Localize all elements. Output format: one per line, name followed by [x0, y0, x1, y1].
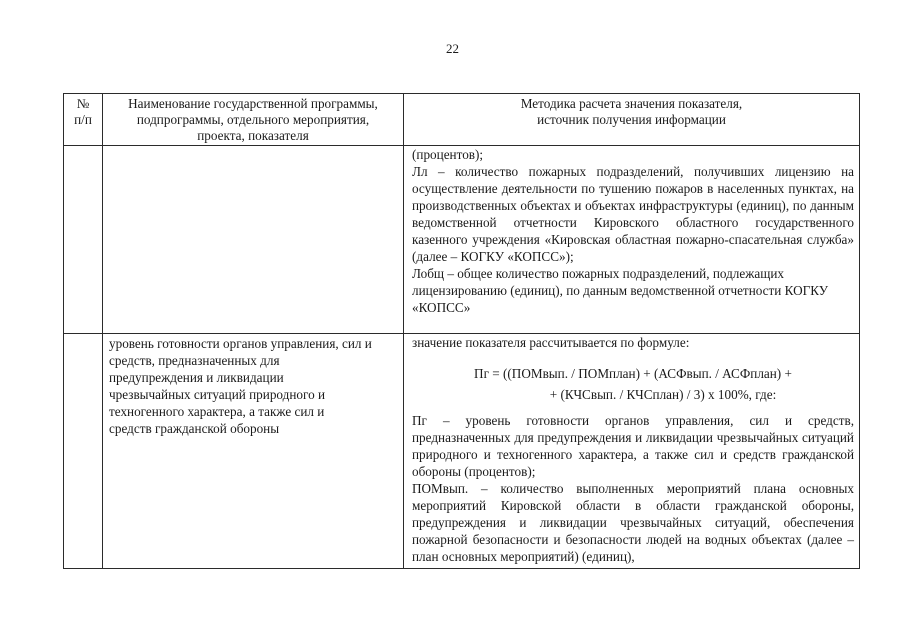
row1-method-p2: Лл – количество пожарных подразделений, получивших лицензию на осуществление деятельности по тушению пожаров в населенных пунктах, на производственных объектах и объектах инфраструктуры (единиц), по данным ведомственной отчетности Кировского областного государственного казенного учреждения «Кировская областная пожарно-спасательная служба» (далее – КОГКУ «КОПСС»); [412, 164, 854, 264]
formula-line-2: + (КЧСвып. / КЧСплан) / 3) х 100%, где: [549, 387, 777, 402]
row2-name: уровень готовности органов управления, сил и средств, предназначенных для предупреждения и ликвидации чрезвычайных ситуаций природного и техногенного характера, а также сил и средств гражданской обороны [103, 334, 404, 569]
row2-number [64, 334, 103, 569]
row1-name [103, 146, 404, 334]
header-name: Наименование государственной программы, подпрограммы, отдельного мероприятия, проекта, показателя [103, 94, 404, 146]
row2-method-p1: Пг – уровень готовности органов управления, сил и средств, предназначенных для предупреждения и ликвидации чрезвычайных ситуаций природного и техногенного характера, а также сил и средств гражданской обороны (процентов); [412, 413, 854, 479]
row2-method-intro: значение показателя рассчитывается по формуле: [412, 335, 690, 350]
row1-method [404, 146, 860, 334]
indicator-table [63, 93, 860, 569]
table-row [64, 146, 860, 334]
row2-method [404, 334, 860, 569]
row1-number [64, 146, 103, 334]
row2-method-p2: ПОМвып. – количество выполненных мероприятий плана основных мероприятий Кировской области в области гражданской обороны, предупреждения и ликвидации чрезвычайных ситуаций, обеспечения пожарной безопасности и безопасности людей на водных объектах (далее – план основных мероприятий) (единиц), [412, 481, 854, 564]
table-header-row [64, 94, 860, 146]
header-number: № п/п [64, 94, 103, 146]
header-method: Методика расчета значения показателя, источник получения информации [404, 94, 860, 146]
row1-method-p3: Лобщ – общее количество пожарных подразделений, подлежащих лицензированию (единиц), по данным ведомственной отчетности КОГКУ «КОПСС» [412, 266, 829, 315]
row1-method-p1: (процентов); [412, 147, 484, 162]
table-row [64, 334, 860, 569]
formula-line-1: Пг = ((ПОМвып. / ПОМплан) + (АСФвып. / АСФплан) + [474, 366, 792, 381]
page-number: 22 [446, 41, 459, 56]
